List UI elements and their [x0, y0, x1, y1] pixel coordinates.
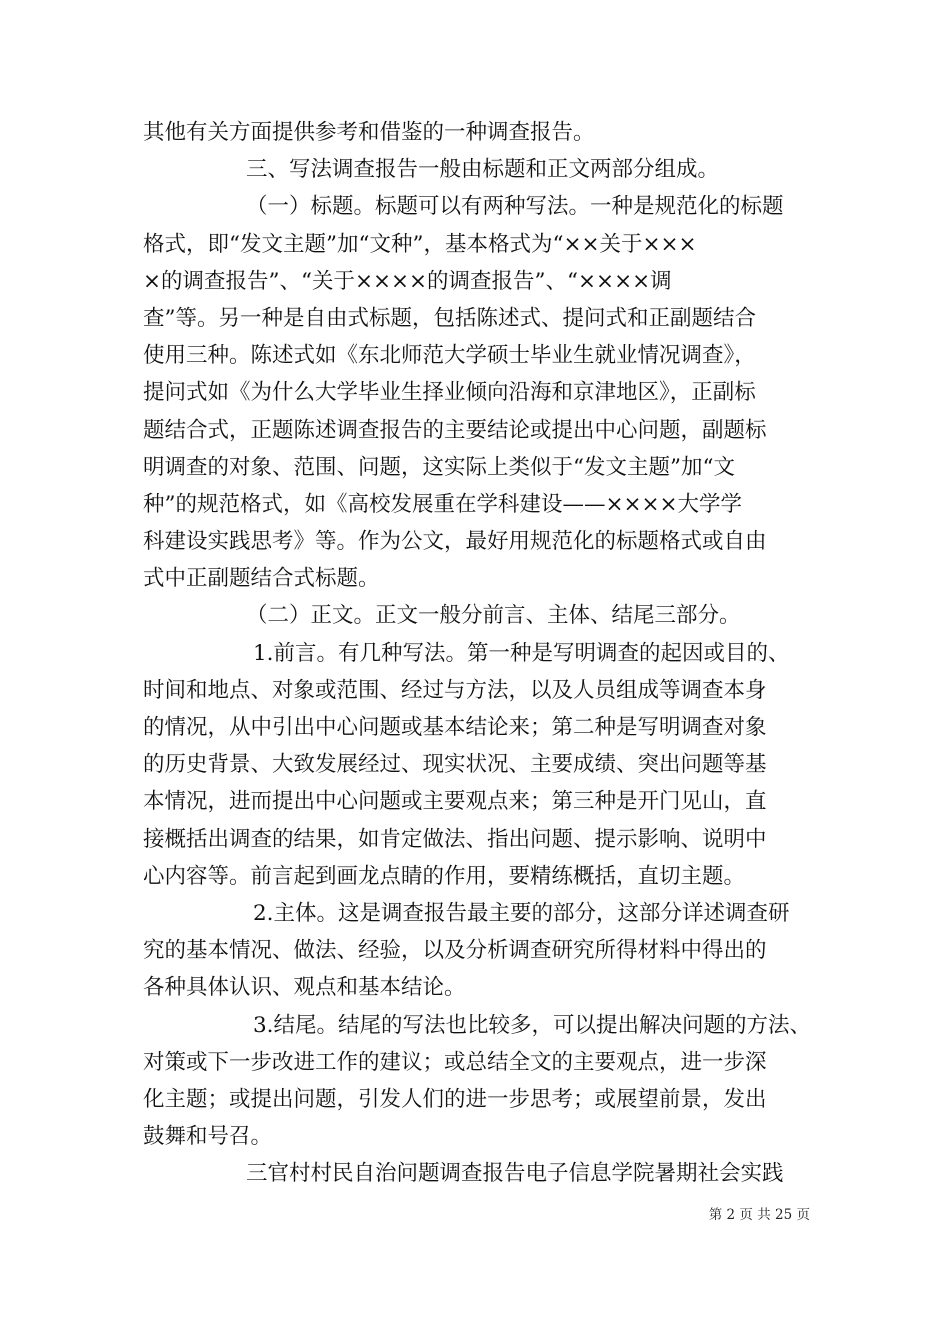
- text-line: 接概括出调查的结果，如肯定做法、指出问题、提示影响、说明中: [143, 826, 767, 852]
- text-line: （一）标题。标题可以有两种写法。一种是规范化的标题: [246, 194, 784, 220]
- text-line: 格式，即“发文主题”加“文种”，基本格式为“××关于×××: [143, 231, 697, 257]
- text-line: 科建设实践思考》等。作为公文，最好用规范化的标题格式或自由: [143, 529, 767, 555]
- text-line: 本情况，进而提出中心问题或主要观点来；第三种是开门见山，直: [143, 789, 767, 815]
- text-line: 各种具体认识、观点和基本结论。: [143, 975, 466, 1001]
- text-line: 使用三种。陈述式如《东北师范大学硕士毕业生就业情况调查》，: [143, 343, 756, 369]
- text-line: 究的基本情况、做法、经验，以及分析调查研究所得材料中得出的: [143, 938, 767, 964]
- text-line: 的历史背景、大致发展经过、现实状况、主要成绩、突出问题等基: [143, 752, 767, 778]
- text-line: 其他有关方面提供参考和借鉴的一种调查报告。: [143, 120, 595, 145]
- document-body: [143, 114, 811, 1192]
- text-line: 提问式如《为什么大学毕业生择业倾向沿海和京津地区》，正副标: [143, 380, 756, 406]
- text-line: 时间和地点、对象或范围、经过与方法，以及人员组成等调查本身: [143, 677, 767, 703]
- text-line: （二）正文。正文一般分前言、主体、结尾三部分。: [246, 603, 741, 629]
- text-line: 3.结尾。结尾的写法也比较多，可以提出解决问题的方法、: [253, 1012, 811, 1038]
- text-line: 心内容等。前言起到画龙点睛的作用，要精练概括，直切主题。: [143, 863, 746, 889]
- text-line: 鼓舞和号召。: [143, 1124, 273, 1150]
- text-line: 明调查的对象、范围、问题，这实际上类似于“发文主题”加“文: [143, 454, 735, 480]
- text-line: 查”等。另一种是自由式标题，包括陈述式、提问式和正副题结合: [143, 305, 756, 331]
- page-number: 第 2 页 共 25 页: [708, 1207, 810, 1223]
- text-line: 式中正副题结合式标题。: [143, 566, 380, 592]
- text-line: 题结合式，正题陈述调查报告的主要结论或提出中心问题，副题标: [143, 417, 767, 443]
- text-line: 的情况，从中引出中心问题或基本结论来；第二种是写明调查对象: [143, 715, 767, 740]
- text-line: 种”的规范格式，如《高校发展重在学科建设——××××大学学: [143, 491, 743, 517]
- text-line: 1.前言。有几种写法。第一种是写明调查的起因或目的、: [253, 640, 790, 666]
- text-line: 对策或下一步改进工作的建议；或总结全文的主要观点，进一步深: [143, 1049, 767, 1075]
- text-line: 三、写法调查报告一般由标题和正文两部分组成。: [246, 157, 720, 183]
- text-line: 三官村村民自治问题调查报告电子信息学院暑期社会实践: [246, 1161, 784, 1187]
- text-line: 2.主体。这是调查报告最主要的部分，这部分详述调查研: [253, 900, 790, 926]
- text-line: ×的调查报告”、“关于××××的调查报告”、“××××调: [143, 268, 672, 294]
- text-line: 化主题；或提出问题，引发人们的进一步思考；或展望前景，发出: [143, 1086, 767, 1112]
